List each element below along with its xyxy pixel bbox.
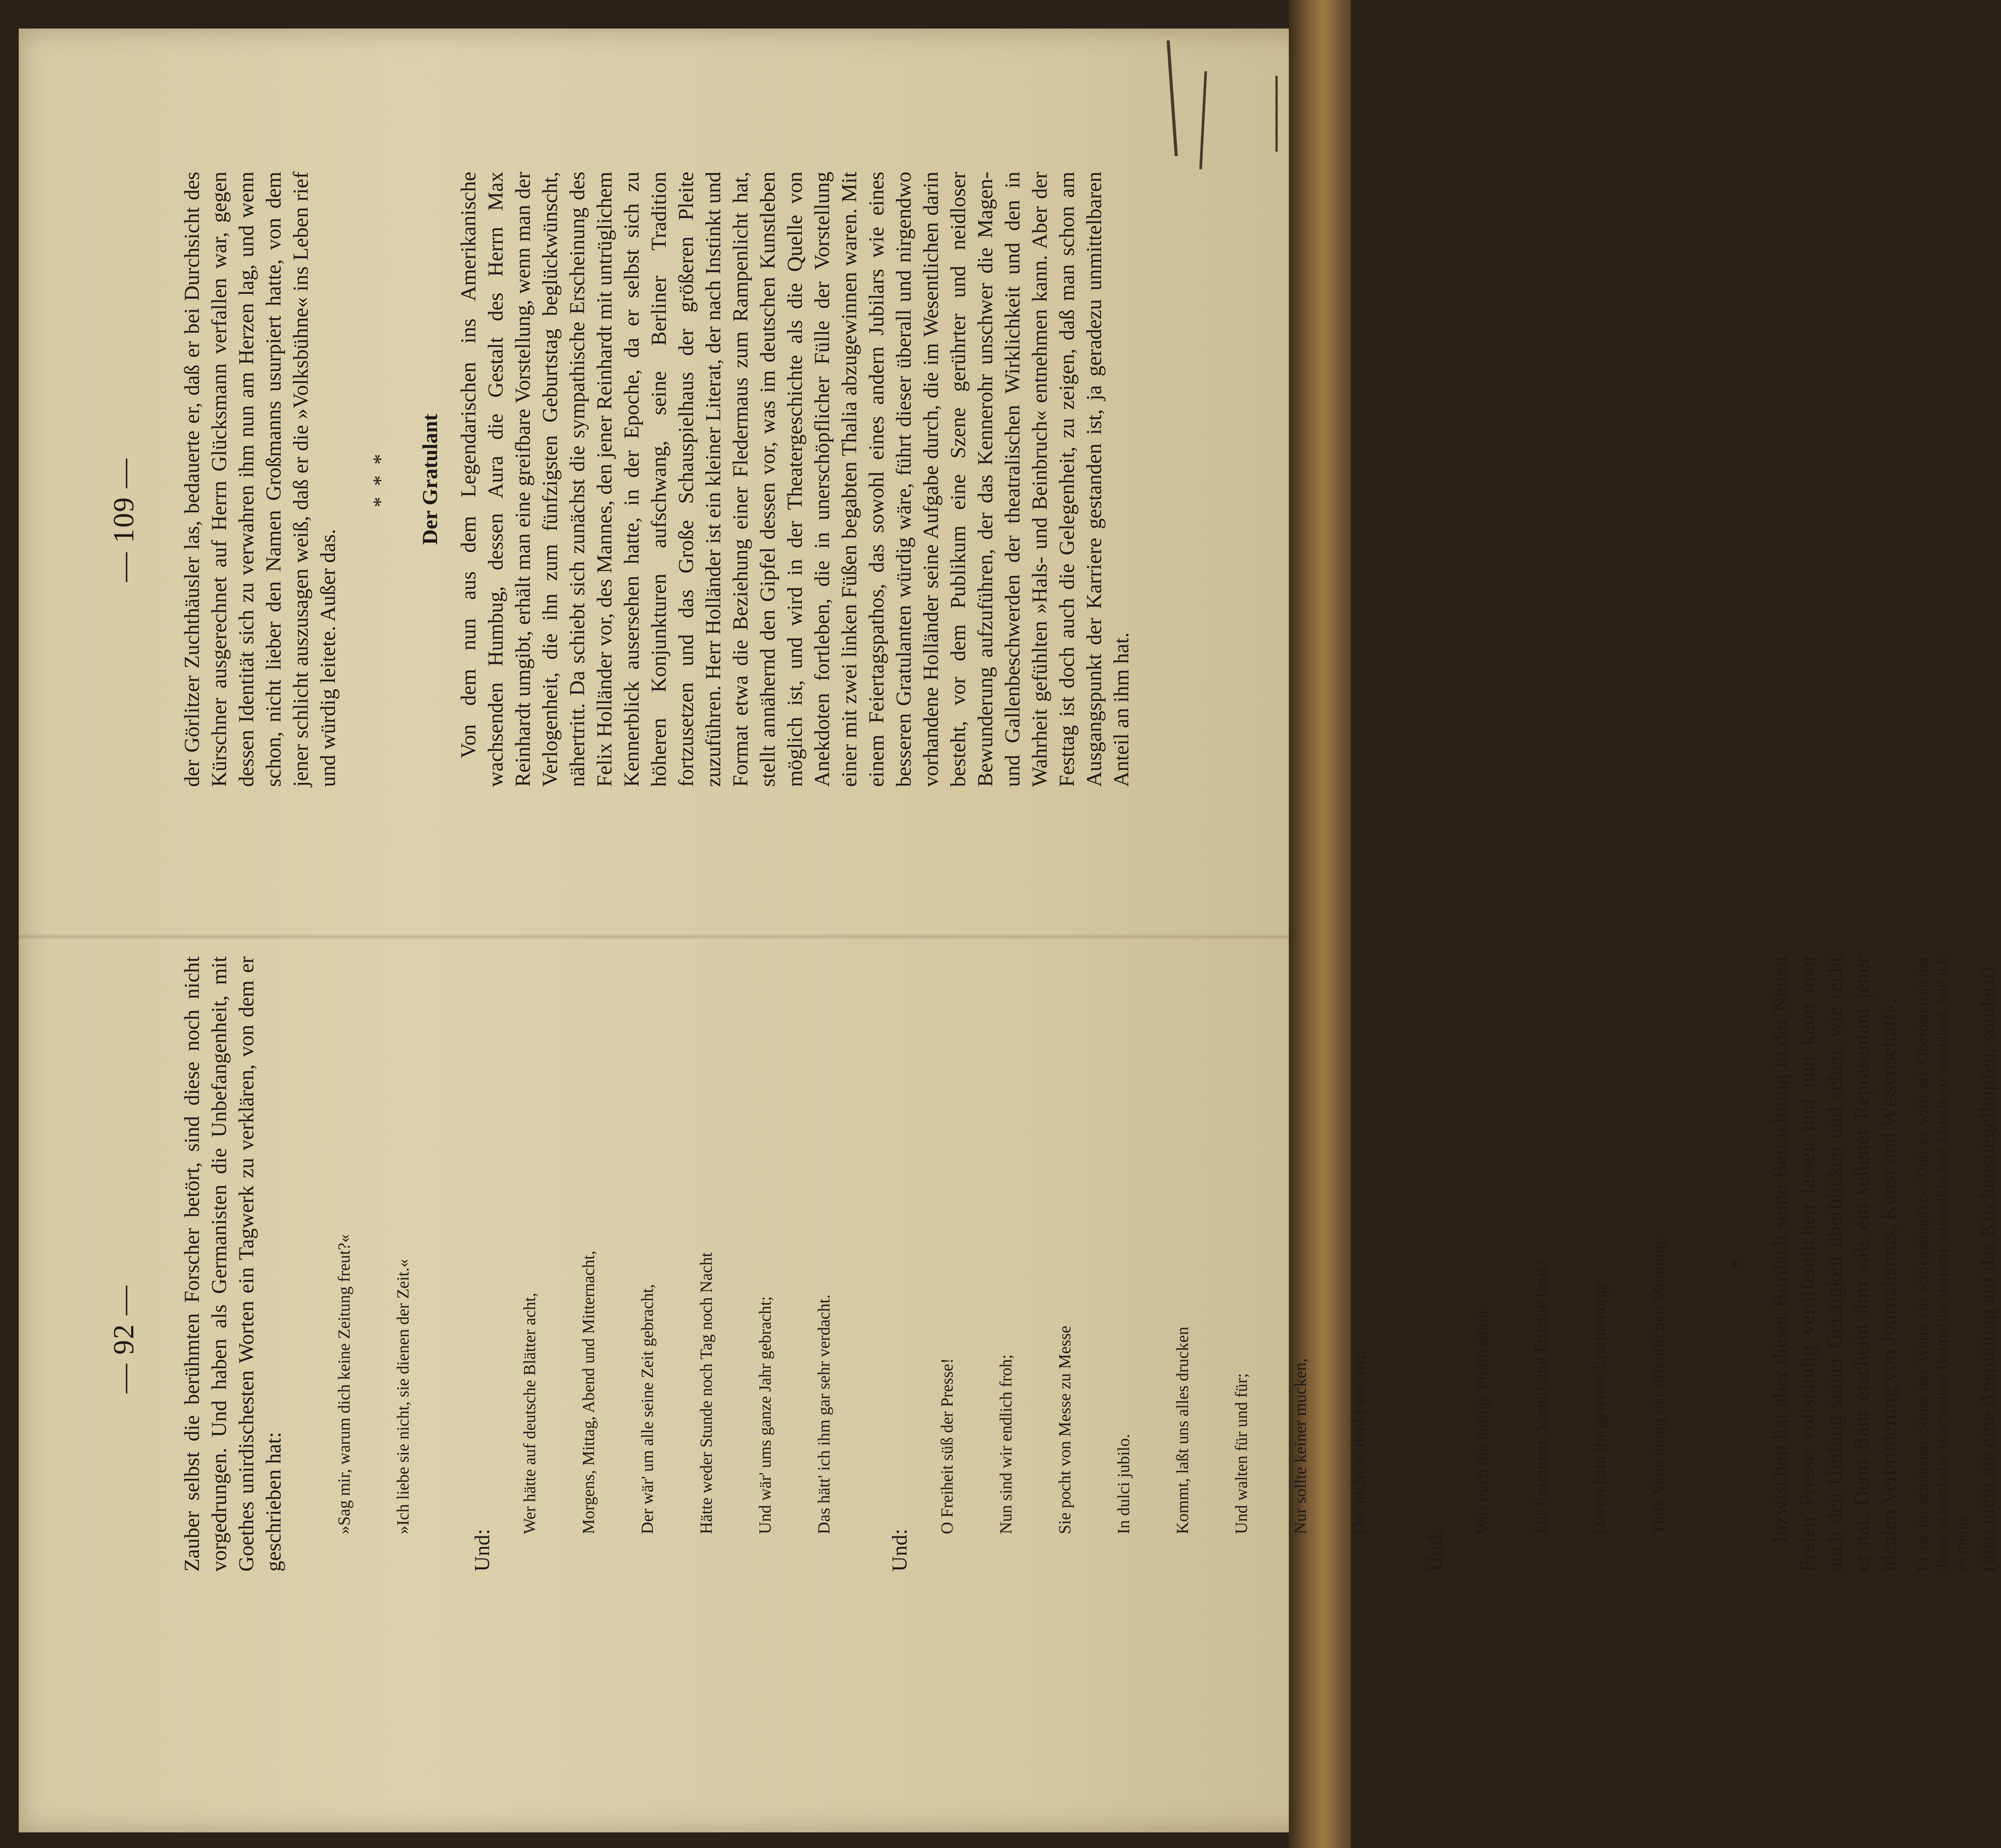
left-intro-paragraph: Zauber selbst die berühmten Forscher betört, sind diese noch nicht vorgedrungen. Und haben als Germanisten die Unbefangenheit, mit Goethes unirdischesten Worten ein Tagwerk zu verklären, von dem er geschrieben hat: bbox=[180, 956, 285, 1572]
page-number-left: — 92 — bbox=[107, 1285, 140, 1393]
verse-stanza-1 bbox=[470, 956, 873, 1534]
und-label: Und: bbox=[1423, 1529, 1447, 1572]
und-label: Und: bbox=[888, 1529, 912, 1572]
section-heading: Der Gratulant bbox=[418, 414, 442, 545]
verse-line: Und walten für und für; bbox=[1232, 1373, 1251, 1534]
verse-line: Davon habt ihr gewisse Erscheinung: bbox=[1591, 1281, 1609, 1534]
footnote-text: Er ist im schönsten Sinne des Worts ein »Stiegelhupfer«. Und er wird als Oberösterreicher dieses scherzhafte Wort seiner Heimat in meinem ostpreußischen Munde so verstehen, wie ich es meine bbox=[1913, 956, 1970, 1572]
verse-line: In dulci jubilo. bbox=[1114, 1434, 1133, 1534]
verse-stanza-3 bbox=[1423, 956, 1708, 1534]
right-paragraph-1: der Görlitzer Zuchthäusler las, bedauerte er, daß er bei Durchsicht des Kürschner ausgerechnet auf Herrn Glücksmann verfallen war, gegen dessen Identität sich zu verwahren ihm nun am Herzen lag, und wenn schon, nicht lieber den Namen Großmanns usurpiert hatte, von dem jener schlicht auszusagen weiß, daß er die »Volksbühne« ins Leben rief und würdig leitete. Außer das. bbox=[180, 172, 340, 787]
goethe-quote bbox=[295, 956, 452, 1534]
verse-line: Morgens, Mittag, Abend und Mitternacht, bbox=[579, 1251, 598, 1534]
closing-text: (also nicht als eine Anspielung auf das Kirchenstiegelhupfen, sondern) bbox=[1976, 967, 1999, 1572]
page-number-right: — 109 — bbox=[107, 458, 140, 582]
section-asterisk: * bbox=[1726, 1259, 1750, 1269]
verse-line: Und wär' ums ganze Jahr gebracht; bbox=[756, 1296, 775, 1534]
verse-line: O Freiheit süß der Presse! bbox=[938, 1358, 957, 1534]
quote-line: »Sag mir, warum dich keine Zeitung freut?« bbox=[335, 1234, 354, 1534]
verse-line: Für Frommen, Vorteil und Früchte beut? bbox=[1532, 1260, 1551, 1534]
quote-line: »Ich liebe sie nicht, sie dienen der Zeit.« bbox=[394, 1259, 413, 1534]
right-paragraph-2: Von dem nun aus dem Legendarischen ins Amerikanische wachsenden Humbug, dessen Aura die Gestalt des Herrn Max Reinhardt umgibt, erhält man eine greifbare Vorstellung, wenn man der Verlogenheit, die ihn zum fünfzigsten Geburtstag beglückwünscht, nähertritt. Da schiebt sich zunächst die sympathische Erscheinung des Felix Holländer vor, des Mannes, den jener Reinhardt mit untrüglichem Kennerblick ausersehen hatte, in der Epoche, da er selbst sich zu höheren Konjunkturen aufschwang, seine Berliner Tradition fortzusetzen und das Große Schauspielhaus der größeren Pleite zuzuführen. Herr Holländer ist ein kleiner Literat, der nach Instinkt und Format etwa die Beziehung einer Fledermaus zum Rampenlicht hat, stellt annähernd den Gipfel dessen vor, was im deutschen Kunstleben möglich ist, und wird in der Theatergeschichte als die Quelle von Anekdoten fortleben, die in unerschöpflicher Fülle der Vorstellung einer mit zwei linken Füßen begabten Thalia abzugewinnen waren. Mit einem Feiertagspathos, das sowohl eines andern Jubilars wie eines besseren Gratulanten würdig wäre, führt dieser überall und nirgendwo vorhandene Holländer seine Aufgabe durch, die im Wesentlichen darin besteht, vor dem Publikum eine Szene gerührter und neidloser Bewunderung aufzuführen, der das Kennerohr unschwer die Magen- und Gallenbeschwerden der theatralischen Wirklichkeit und den in Wahrheit gefühlten »Hals- und Beinbruch« entnehmen kann. Aber der Festtag ist doch auch die Gelegenheit, zu zeigen, daß man schon am Ausgangspunkt der Karriere gestanden ist, ja geradezu unmittelbaren Anteil an ihm hat. bbox=[457, 172, 1133, 787]
verse-line: Sie pocht von Messe zu Messe bbox=[1056, 1325, 1074, 1534]
verse-line: Das hätt' ich ihm gar sehr verdacht. bbox=[815, 1294, 833, 1534]
verse-line: Was euch die heilige Preßfreiheit bbox=[1473, 1309, 1492, 1534]
section-stars: * * * bbox=[369, 451, 392, 507]
verse-line: Der nicht so denkt wie wir. bbox=[1350, 1350, 1369, 1534]
verse-line: Hätte weder Stunde noch Tag noch Nacht bbox=[697, 1252, 716, 1534]
verse-line: Tiefe Verachtung der öffentlichen Meinung. bbox=[1650, 1236, 1668, 1534]
verse-line: Nun sind wir endlich froh; bbox=[997, 1354, 1015, 1534]
pencil-mark bbox=[1275, 76, 1282, 152]
und-label: Und: bbox=[470, 1529, 494, 1572]
right-page-column bbox=[178, 172, 1135, 787]
left-paragraph-2: Inzwischen hat aber dieser Burdach seine Betrachtung in der Neuen Freien Presse vollständig veröffentlichen lassen und nun kann man auch den Umfang seiner Geistigkeit überblicken und sehen, wie recht er hat. Denn Bahr erscheint ihm »als ein seltener Repräsentant jener idealen Verbrüderung von Journalismus, Kunst und Wissenschaft«. bbox=[1768, 956, 1901, 1572]
verse-line: Der wär' um alle seine Zeit gebracht, bbox=[638, 1284, 657, 1534]
verse-stanza-2 bbox=[887, 956, 1408, 1534]
verse-line: Nur sollte keiner mucken, bbox=[1291, 1358, 1310, 1534]
verse-line: Wer hätte auf deutsche Blätter acht, bbox=[520, 1292, 539, 1534]
left-page-column bbox=[178, 956, 2001, 1572]
verse-line: Kommt, laßt uns alles drucken bbox=[1173, 1326, 1192, 1534]
